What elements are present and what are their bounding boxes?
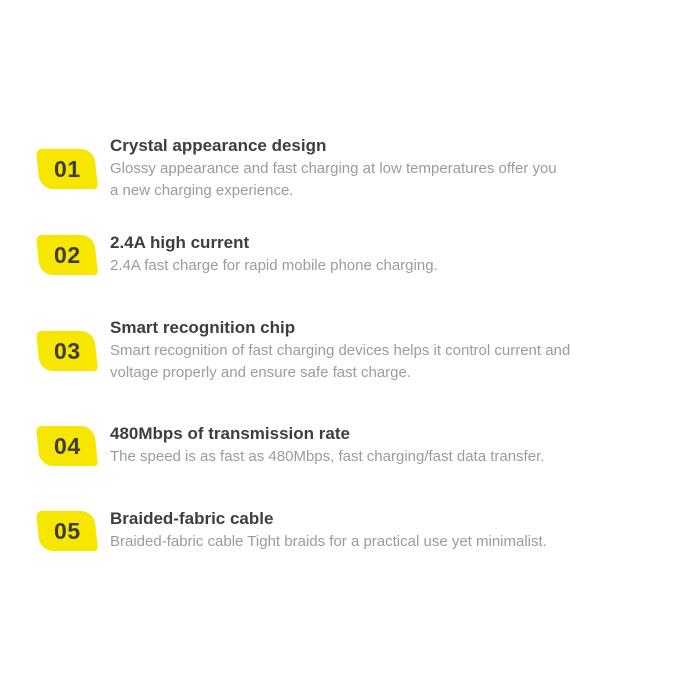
feature-title: Crystal appearance design — [110, 136, 327, 155]
feature-number-badge — [36, 426, 98, 466]
feature-description — [110, 446, 638, 468]
feature-number-badge — [36, 511, 98, 551]
feature-item-4 — [38, 423, 638, 468]
feature-description-line: Smart recognition of fast charging devices helps it control current and — [110, 342, 571, 359]
feature-number: 04 — [53, 432, 81, 458]
feature-text — [110, 317, 638, 384]
feature-item-5 — [38, 508, 638, 553]
feature-description — [110, 531, 638, 553]
feature-text — [110, 423, 638, 468]
feature-description-line: a new charging experience. — [110, 182, 294, 199]
feature-text — [110, 508, 638, 553]
feature-number: 02 — [53, 241, 81, 267]
feature-number-badge — [36, 331, 98, 371]
feature-text — [110, 232, 638, 277]
feature-number: 01 — [53, 155, 81, 181]
feature-description-line: 2.4A fast charge for rapid mobile phone charging. — [110, 257, 438, 274]
feature-number-badge — [36, 235, 98, 275]
feature-item-2 — [38, 232, 638, 277]
feature-description — [110, 255, 638, 277]
feature-number-badge — [36, 149, 98, 189]
feature-description-line: The speed is as fast as 480Mbps, fast charging/fast data transfer. — [110, 448, 545, 465]
feature-description-line: Glossy appearance and fast charging at low temperatures offer you — [110, 160, 557, 177]
feature-list — [38, 135, 638, 553]
feature-item-1 — [38, 135, 638, 202]
feature-number: 03 — [53, 337, 81, 363]
feature-number: 05 — [53, 517, 81, 543]
feature-description-line: voltage properly and ensure safe fast charge. — [110, 364, 412, 381]
feature-title: Braided-fabric cable — [110, 509, 274, 528]
feature-description — [110, 340, 638, 384]
feature-title: Smart recognition chip — [110, 318, 296, 337]
feature-item-3 — [38, 317, 638, 384]
feature-title: 2.4A high current — [110, 233, 250, 252]
feature-description — [110, 158, 638, 202]
feature-title: 480Mbps of transmission rate — [110, 424, 350, 443]
feature-description-line: Braided-fabric cable Tight braids for a practical use yet minimalist. — [110, 533, 547, 550]
feature-text — [110, 135, 638, 202]
